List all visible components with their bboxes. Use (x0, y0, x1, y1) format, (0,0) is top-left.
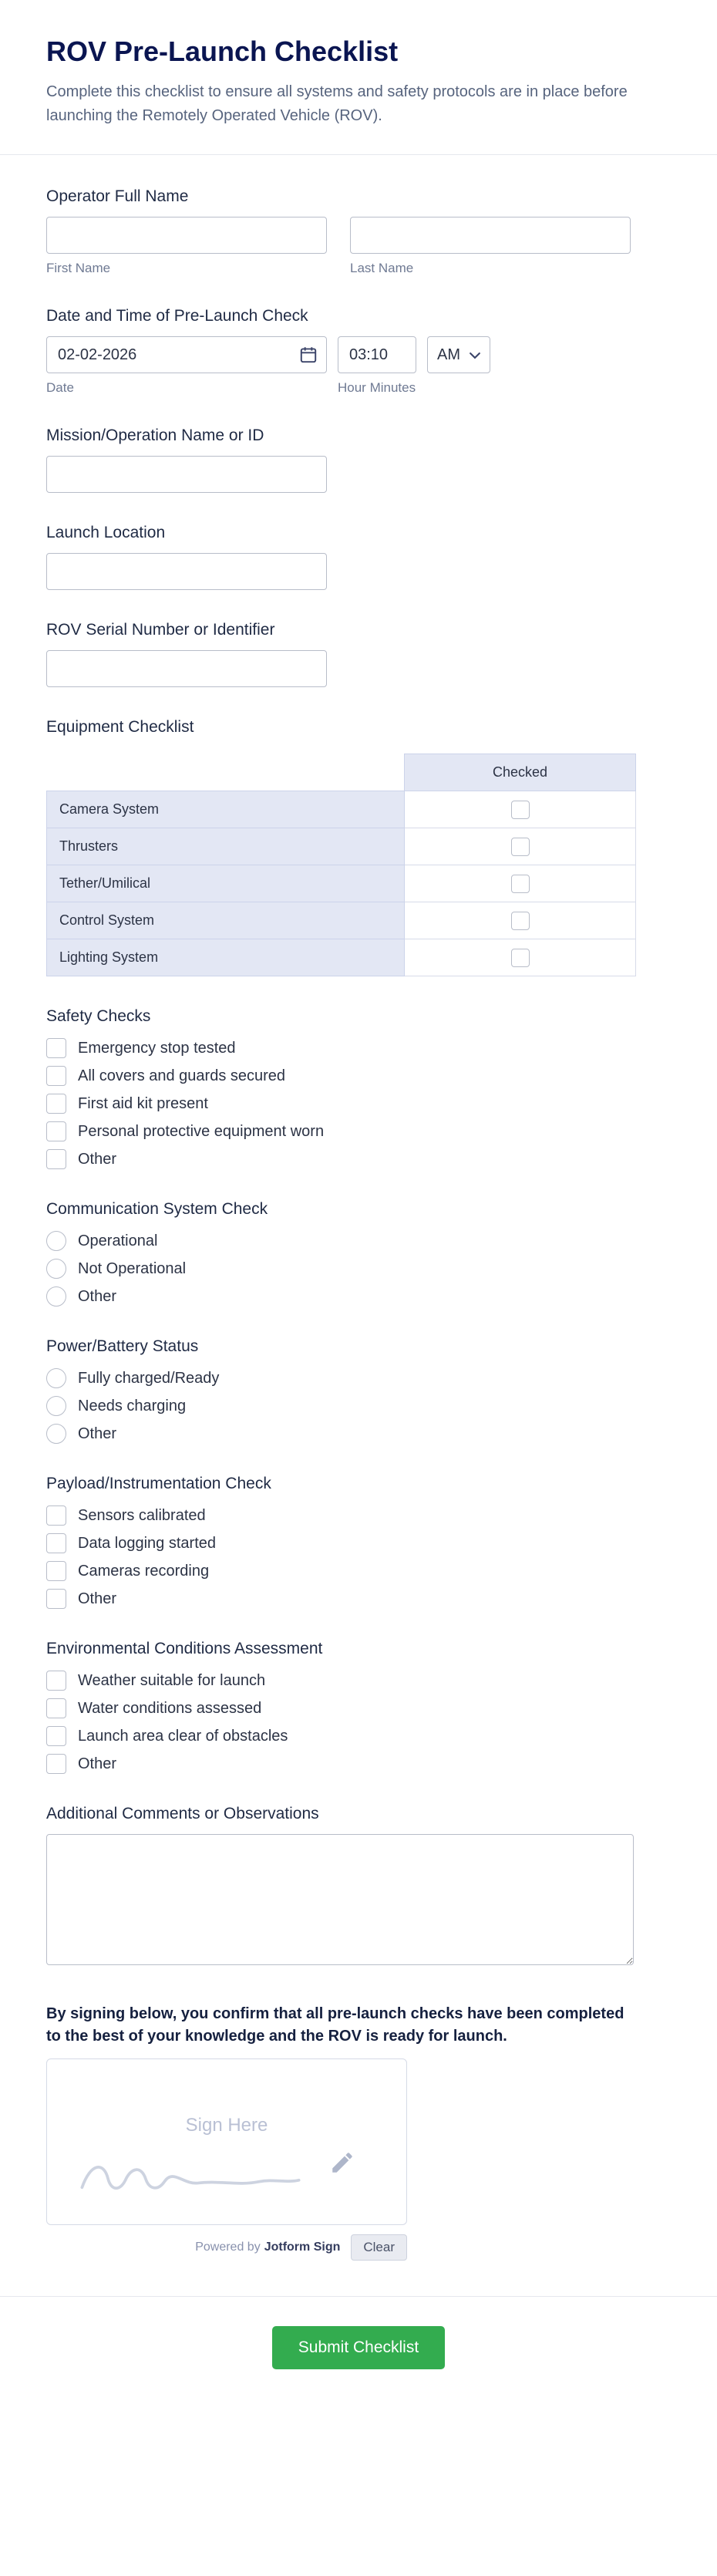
safety-checks-label: Safety Checks (46, 1007, 151, 1025)
matrix-row-label: Control System (47, 902, 405, 939)
checkbox-option[interactable]: Sensors calibrated (46, 1505, 671, 1526)
signature-statement: By signing below, you confirm that all pre-launch checks have been completed to the best of your knowledge and the ROV is ready for launch. (46, 2005, 624, 2045)
checkbox-option[interactable]: Personal protective equipment worn (46, 1121, 671, 1141)
matrix-checkbox-cell[interactable] (405, 865, 636, 902)
checkbox[interactable] (46, 1038, 66, 1058)
table-row (47, 865, 636, 902)
checkbox-option[interactable]: Other (46, 1589, 671, 1609)
mission-input[interactable] (46, 456, 327, 493)
mission-label: Mission/Operation Name or ID (46, 427, 264, 444)
clear-signature-button[interactable]: Clear (351, 2234, 407, 2261)
matrix-checkbox-cell[interactable] (405, 791, 636, 828)
radio-button[interactable] (46, 1424, 66, 1444)
checkbox-option[interactable]: Launch area clear of obstacles (46, 1726, 671, 1746)
checkbox[interactable] (511, 801, 530, 819)
checkbox[interactable] (511, 912, 530, 930)
date-sublabel: Date (46, 380, 74, 395)
radio-button[interactable] (46, 1286, 66, 1307)
meridiem-value: AM (437, 346, 460, 363)
radio-option[interactable]: Other (46, 1286, 671, 1307)
equipment-label: Equipment Checklist (46, 718, 194, 736)
location-field (46, 524, 671, 590)
calendar-icon[interactable] (298, 345, 318, 369)
checkbox[interactable] (511, 949, 530, 967)
checkbox-option[interactable]: First aid kit present (46, 1094, 671, 1114)
location-input[interactable] (46, 553, 327, 590)
form-subtitle: Complete this checklist to ensure all systems and safety protocols are in place before launching the Remotely Operated Vehicle (ROV). (46, 83, 628, 124)
checkbox[interactable] (46, 1505, 66, 1526)
checkbox-option[interactable]: Water conditions assessed (46, 1698, 671, 1718)
location-label: Launch Location (46, 524, 166, 541)
comments-label: Additional Comments or Observations (46, 1805, 319, 1822)
checkbox[interactable] (46, 1754, 66, 1774)
radio-button[interactable] (46, 1396, 66, 1416)
radio-button[interactable] (46, 1259, 66, 1279)
chevron-down-icon (470, 346, 480, 364)
first-name-sublabel: First Name (46, 261, 111, 275)
checkbox[interactable] (46, 1149, 66, 1169)
table-row (47, 791, 636, 828)
radio-option[interactable]: Fully charged/Ready (46, 1368, 671, 1388)
signature-squiggle-graphic (75, 2153, 306, 2207)
matrix-row-label: Lighting System (47, 939, 405, 976)
checkbox[interactable] (46, 1066, 66, 1086)
checkbox-option[interactable]: Emergency stop tested (46, 1038, 671, 1058)
serial-field (46, 621, 671, 687)
power-status-label: Power/Battery Status (46, 1337, 199, 1355)
powered-by-text: Powered by (195, 2241, 261, 2254)
matrix-checkbox-cell[interactable] (405, 939, 636, 976)
checkbox-option[interactable]: Cameras recording (46, 1561, 671, 1581)
operator-name-field (46, 187, 671, 276)
checkbox-option[interactable]: Other (46, 1149, 671, 1169)
serial-input[interactable] (46, 650, 327, 687)
radio-option[interactable]: Not Operational (46, 1259, 671, 1279)
matrix-row-label: Tether/Umilical (47, 865, 405, 902)
checkbox[interactable] (46, 1589, 66, 1609)
time-sublabel: Hour Minutes (338, 380, 416, 395)
matrix-checkbox-cell[interactable] (405, 828, 636, 865)
checkbox-option[interactable]: Other (46, 1754, 671, 1774)
checkbox[interactable] (511, 838, 530, 856)
submit-button[interactable]: Submit Checklist (272, 2326, 445, 2369)
environment-label: Environmental Conditions Assessment (46, 1640, 323, 1657)
checkbox[interactable] (511, 875, 530, 893)
safety-checks-group (46, 1007, 671, 1169)
equipment-checklist-field (46, 718, 671, 976)
radio-option[interactable]: Needs charging (46, 1396, 671, 1416)
page-title: ROV Pre-Launch Checklist (46, 35, 399, 67)
first-name-input[interactable] (46, 217, 327, 254)
comments-field (46, 1805, 671, 1969)
checkbox[interactable] (46, 1698, 66, 1718)
table-row (47, 902, 636, 939)
date-input[interactable] (46, 336, 327, 373)
signature-footer (46, 2234, 407, 2261)
communication-label: Communication System Check (46, 1200, 268, 1218)
payload-label: Payload/Instrumentation Check (46, 1475, 271, 1492)
matrix-corner-cell (47, 754, 405, 791)
comments-textarea[interactable] (46, 1834, 634, 1965)
radio-button[interactable] (46, 1368, 66, 1388)
matrix-column-header: Checked (405, 754, 636, 791)
checkbox[interactable] (46, 1533, 66, 1553)
table-row (47, 828, 636, 865)
signature-placeholder: Sign Here (185, 2115, 268, 2136)
datetime-field (46, 307, 671, 396)
checkbox-option[interactable]: All covers and guards secured (46, 1066, 671, 1086)
submit-bar (0, 2297, 717, 2369)
serial-label: ROV Serial Number or Identifier (46, 621, 275, 639)
radio-option[interactable]: Other (46, 1424, 671, 1444)
communication-group (46, 1200, 671, 1307)
datetime-label: Date and Time of Pre-Launch Check (46, 307, 308, 325)
payload-group (46, 1475, 671, 1609)
checkbox[interactable] (46, 1121, 66, 1141)
equipment-table (46, 754, 636, 976)
checkbox[interactable] (46, 1094, 66, 1114)
operator-name-label: Operator Full Name (46, 187, 189, 205)
radio-option[interactable]: Operational (46, 1231, 671, 1251)
checkbox[interactable] (46, 1671, 66, 1691)
checkbox-option[interactable]: Weather suitable for launch (46, 1671, 671, 1691)
table-row (47, 939, 636, 976)
environment-group (46, 1640, 671, 1774)
checkbox-option[interactable]: Data logging started (46, 1533, 671, 1553)
jotform-sign-brand: Jotform Sign (264, 2241, 341, 2254)
form-header (0, 0, 717, 155)
time-input[interactable] (338, 336, 416, 373)
matrix-row-label: Camera System (47, 791, 405, 828)
matrix-checkbox-cell[interactable] (405, 902, 636, 939)
matrix-row-label: Thrusters (47, 828, 405, 865)
meridiem-select[interactable] (427, 336, 490, 373)
last-name-input[interactable] (350, 217, 631, 254)
radio-button[interactable] (46, 1231, 66, 1251)
power-status-group (46, 1337, 671, 1444)
form-body (0, 187, 717, 2261)
pen-icon (329, 2149, 355, 2180)
checkbox[interactable] (46, 1561, 66, 1581)
mission-field (46, 427, 671, 493)
checkbox[interactable] (46, 1726, 66, 1746)
last-name-sublabel: Last Name (350, 261, 414, 275)
signature-pad[interactable] (46, 2058, 407, 2225)
